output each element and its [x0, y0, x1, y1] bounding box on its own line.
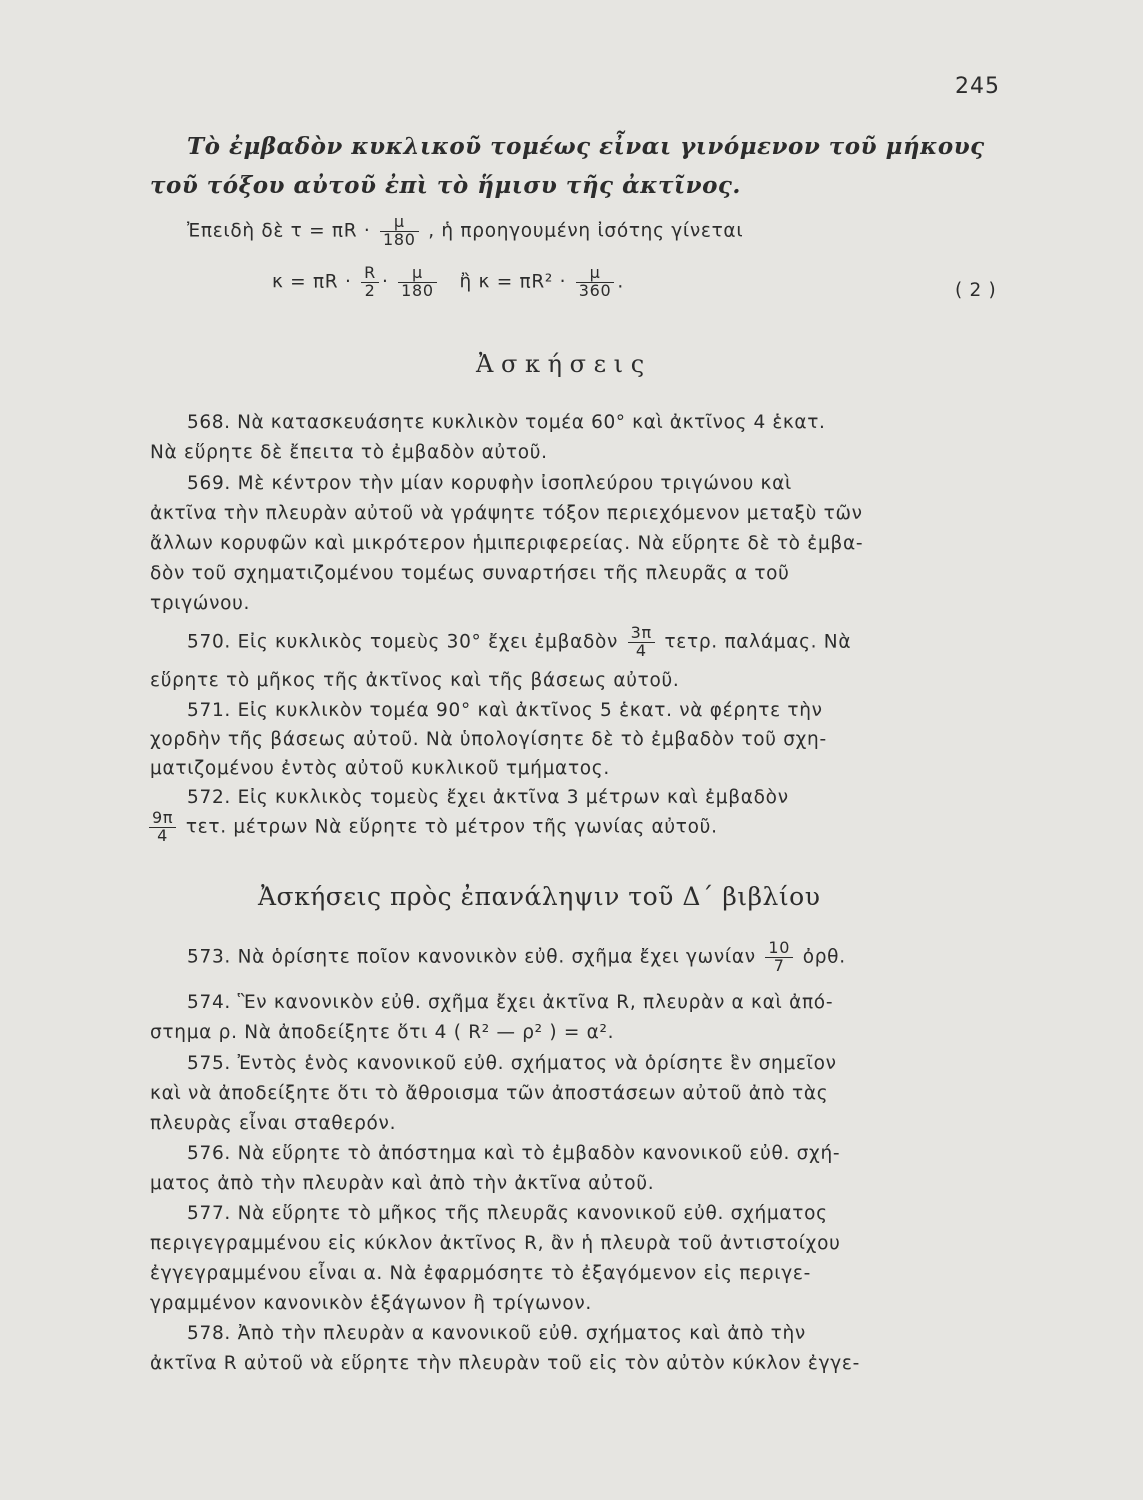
ex574-line-2: στημα ρ. Νὰ ἀποδείξητε ὅτι 4 ( R² — ρ² ) = α².	[150, 1022, 615, 1043]
formula-mid: ἢ κ = πR² ·	[459, 271, 567, 293]
ex570-line-2: εὕρητε τὸ μῆκος τῆς ἀκτῖνος καὶ τῆς βάσεως αὐτοῦ.	[150, 670, 680, 691]
fraction-9pi-4	[149, 810, 176, 845]
ex568-text-1: 568. Νὰ κατασκευάσητε κυκλικὸν τομέα 60° καὶ ἀκτῖνος 4 ἑκατ.	[187, 412, 826, 433]
fraction-mu-360	[576, 265, 615, 300]
ex573-post: ὀρθ.	[802, 946, 846, 968]
ex573-line	[187, 940, 846, 975]
ex577-line-4: γραμμένον κανονικὸν ἑξάγωνον ἢ τρίγωνον.	[150, 1293, 592, 1314]
fraction-mu-180	[380, 214, 419, 249]
fraction-10-7	[765, 940, 793, 975]
formula-2: κ = πR · $\frac{R}{2}$ · $\frac{\mu}{180}$ ἢ κ = πR² · $\frac{\mu}{360}$ .	[272, 263, 624, 300]
ex570-pre: 570. Εἰς κυκλικὸς τομεὺς 30° ἔχει ἐμβαδὸν	[187, 631, 619, 653]
frac-numerator: R	[364, 263, 376, 282]
equation-tag: ( 2 )	[955, 280, 997, 301]
frac-numerator: 9π	[152, 808, 174, 827]
ex571-line-2: χορδὴν τῆς βάσεως αὐτοῦ. Νὰ ὑπολογίσητε δὲ τὸ ἐμβαδὸν τοῦ σχη-	[150, 729, 827, 750]
ex577-line-2: περιγεγραμμένου εἰς κύκλον ἀκτῖνος R, ἂν ἡ πλευρὰ τοῦ ἀντιστοίχου	[150, 1233, 841, 1254]
ex572-line-2	[146, 810, 718, 845]
ex568-line-1	[187, 412, 999, 433]
ex576-line-2: ματος ἀπὸ τὴν πλευρὰν καὶ ἀπὸ τὴν ἀκτῖνα αὐτοῦ.	[150, 1173, 655, 1194]
frac-denominator: 2	[361, 282, 379, 300]
frac-numerator: μ	[589, 263, 601, 282]
ex572-text-2: τετ. μέτρων Νὰ εὕρητε τὸ μέτρον τῆς γωνίας αὐτοῦ.	[185, 816, 718, 838]
fraction-R-2	[361, 265, 379, 300]
frac-denominator: 360	[576, 282, 615, 300]
ex574-line-1: 574. Ἓν κανονικὸν εὐθ. σχῆμα ἔχει ἀκτῖνα R, πλευρὰν α καὶ ἀπό-	[187, 992, 834, 1013]
ex573-pre: 573. Νὰ ὁρίσητε ποῖον κανονικὸν εὐθ. σχῆμα ἔχει γωνίαν	[187, 946, 756, 968]
frac-denominator: 7	[765, 957, 793, 975]
ex577-line-1: 577. Νὰ εὕρητε τὸ μῆκος τῆς πλευρᾶς κανονικοῦ εὐθ. σχήματος	[187, 1203, 828, 1224]
theorem-line-2: τοῦ τόξου αὐτοῦ ἐπὶ τὸ ἥμισυ τῆς ἀκτῖνος.	[150, 172, 741, 199]
frac-numerator: μ	[412, 263, 423, 282]
ex575-line-2: καὶ νὰ ἀποδείξητε ὅτι τὸ ἄθροισμα τῶν ἀποστάσεων αὐτοῦ ἀπὸ τὰς	[150, 1083, 829, 1104]
frac-numerator: 10	[768, 938, 791, 957]
ex569-line-5: τριγώνου.	[150, 593, 251, 614]
ex570-line-1	[187, 625, 851, 660]
page-number: 245	[955, 74, 1000, 99]
ex578-line-2: ἀκτῖνα R αὐτοῦ νὰ εὕρητε τὴν πλευρὰν τοῦ εἰς τὸν αὐτὸν κύκλον ἐγγε-	[150, 1353, 860, 1374]
ex577-line-3: ἐγγεγραμμένου εἶναι α. Νὰ ἐφαρμόσητε τὸ ἐξαγόμενον εἰς περιγε-	[150, 1263, 811, 1284]
ex572-line-1: 572. Εἰς κυκλικὸς τομεὺς ἔχει ἀκτῖνα 3 μέτρων καὶ ἐμβαδὸν	[187, 787, 789, 808]
since-text-post: , ἡ προηγουμένη ἰσότης γίνεται	[428, 220, 744, 242]
ex569-line-4: δὸν τοῦ σχηματιζομένου τομέως συναρτήσει τῆς πλευρᾶς α τοῦ	[150, 563, 790, 584]
ex569-line-3: ἄλλων κορυφῶν καὶ μικρότερον ἡμιπεριφερείας. Νὰ εὕρητε δὲ τὸ ἐμβα-	[150, 533, 864, 554]
ex571-line-3: ματιζομένου ἐντὸς αὐτοῦ κυκλικοῦ τμήματος.	[150, 758, 610, 779]
ex578-line-1: 578. Ἀπὸ τὴν πλευρὰν α κανονικοῦ εὐθ. σχήματος καὶ ἀπὸ τὴν	[187, 1323, 806, 1344]
frac-numerator: 3π	[630, 623, 652, 642]
ex571-line-1: 571. Εἰς κυκλικὸν τομέα 90° καὶ ἀκτῖνος 5 ἑκατ. νὰ φέρητε τὴν	[187, 700, 823, 721]
ex575-line-3: πλευρὰς εἶναι σταθερόν.	[150, 1113, 397, 1134]
ex575-line-1: 575. Ἐντὸς ἑνὸς κανονικοῦ εὐθ. σχήματος νὰ ὁρίσητε ἓν σημεῖον	[187, 1053, 837, 1074]
frac-denominator: 4	[628, 642, 655, 660]
ex576-line-1: 576. Νὰ εὕρητε τὸ ἀπόστημα καὶ τὸ ἐμβαδὸν κανονικοῦ εὐθ. σχή-	[187, 1143, 841, 1164]
ex568-line-2: Νὰ εὕρητε δὲ ἔπειτα τὸ ἐμβαδὸν αὐτοῦ.	[150, 442, 548, 463]
since-line	[187, 214, 743, 249]
ex569-line-1: 569. Μὲ κέντρον τὴν μίαν κορυφὴν ἰσοπλεύρου τριγώνου καὶ	[187, 473, 793, 494]
frac-denominator: 4	[149, 827, 176, 845]
ex569-line-2: ἀκτῖνα τὴν πλευρὰν αὐτοῦ νὰ γράψητε τόξον περιεχόμενον μεταξὺ τῶν	[150, 503, 863, 524]
fraction-3pi-4	[628, 625, 655, 660]
frac-numerator: μ	[393, 212, 405, 231]
ex570-post: τετρ. παλάμας. Νὰ	[664, 631, 852, 653]
review-heading: Ἀσκήσεις πρὸς ἐπανάληψιν τοῦ Δ΄ βιβλίου	[258, 882, 821, 911]
theorem-line-1: Τὸ ἐμβαδὸν κυκλικοῦ τομέως εἶναι γινόμενον τοῦ μήκους	[187, 133, 985, 160]
exercises-heading: Ἀ σ κ ή σ ε ι ς	[476, 350, 645, 378]
fraction-mu-180b	[398, 265, 437, 300]
formula-pre: κ = πR ·	[272, 271, 352, 293]
frac-denominator: 180	[380, 231, 419, 249]
frac-denominator: 180	[398, 282, 437, 300]
since-text-pre: Ἐπειδὴ δὲ τ = πR ·	[187, 220, 371, 242]
